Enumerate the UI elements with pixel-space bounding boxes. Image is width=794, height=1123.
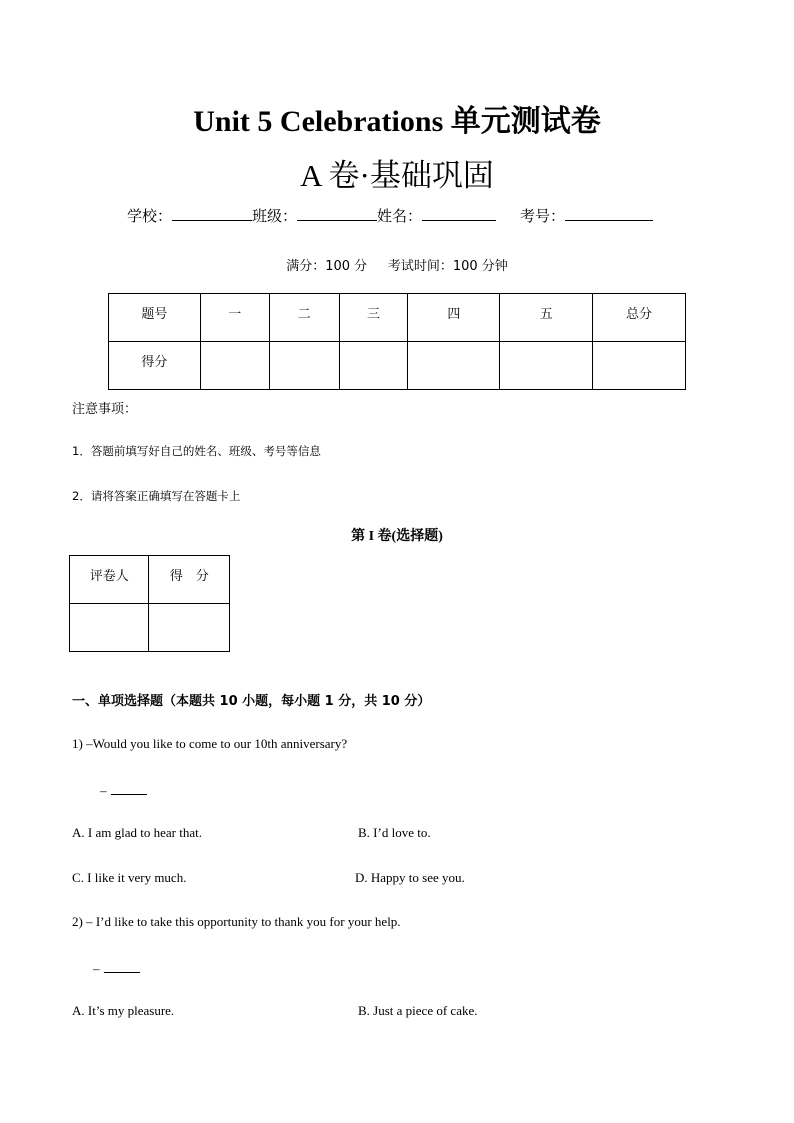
score-table-header-cell: 四 (408, 294, 500, 342)
score-table-header-cell: 二 (269, 294, 339, 342)
question-prompt: 1) –Would you like to come to our 10th anniversary? (72, 736, 348, 751)
name-field[interactable] (422, 206, 496, 221)
score-cell[interactable] (408, 342, 500, 390)
score-table-header-row (109, 294, 686, 342)
score-table-header-cell: 五 (500, 294, 593, 342)
student-info-row (127, 205, 653, 226)
grader-cell[interactable] (70, 604, 149, 652)
score-time-line: 满分：100 分 考试时间：100 分钟 (286, 259, 508, 274)
exam-no-label: 考号： (520, 207, 566, 225)
school-field[interactable] (172, 206, 252, 221)
class-field[interactable] (297, 206, 377, 221)
class-label: 班级： (252, 207, 298, 225)
option-b[interactable]: B. Just a piece of cake. (358, 1003, 478, 1018)
note-item: 1．答题前填写好自己的姓名、班级、考号等信息 (72, 444, 321, 458)
option-c[interactable]: C. I like it very much. (72, 870, 187, 885)
section-title: 一、单项选择题（本题共 10 小题，每小题 1 分，共 10 分） (72, 694, 431, 709)
question-reply (93, 960, 140, 977)
exam-no-field[interactable] (565, 206, 653, 221)
part-title: 第 I 卷(选择题) (351, 529, 443, 544)
answer-blank[interactable] (111, 782, 147, 795)
name-label: 姓名： (377, 207, 423, 225)
page-title: Unit 5 Celebrations 单元测试卷 (193, 105, 601, 138)
score-table-header-cell: 题号 (109, 294, 201, 342)
school-label: 学校： (127, 207, 173, 225)
score-table-header-cell: 一 (200, 294, 269, 342)
grader-cell[interactable] (149, 604, 230, 652)
notes-title: 注意事项： (72, 402, 138, 417)
reply-prefix: – (93, 961, 100, 976)
reply-prefix: – (100, 783, 107, 798)
score-table-header-cell: 三 (339, 294, 408, 342)
page-subtitle: A 卷·基础巩固 (300, 158, 494, 193)
score-table-header-cell: 总分 (593, 294, 686, 342)
option-a[interactable]: A. It’s my pleasure. (72, 1003, 175, 1018)
score-table-score-row (109, 342, 686, 390)
question-reply (100, 782, 147, 799)
answer-blank[interactable] (104, 960, 140, 973)
score-cell[interactable] (269, 342, 339, 390)
score-cell[interactable] (200, 342, 269, 390)
score-cell[interactable] (593, 342, 686, 390)
score-table (108, 293, 686, 390)
grader-table-header-row (70, 556, 230, 604)
question-prompt: 2) – I’d like to take this opportunity to thank you for your help. (72, 914, 401, 929)
grader-table-blank-row (70, 604, 230, 652)
score-row-label: 得分 (109, 342, 201, 390)
option-b[interactable]: B. I’d love to. (358, 825, 431, 840)
grader-header-cell: 得 分 (149, 556, 230, 604)
grader-header-cell: 评卷人 (70, 556, 149, 604)
grader-table (69, 555, 230, 652)
option-d[interactable]: D. Happy to see you. (355, 870, 465, 885)
score-cell[interactable] (500, 342, 593, 390)
option-a[interactable]: A. I am glad to hear that. (72, 825, 202, 840)
note-item: 2．请将答案正确填写在答题卡上 (72, 489, 241, 503)
score-cell[interactable] (339, 342, 408, 390)
